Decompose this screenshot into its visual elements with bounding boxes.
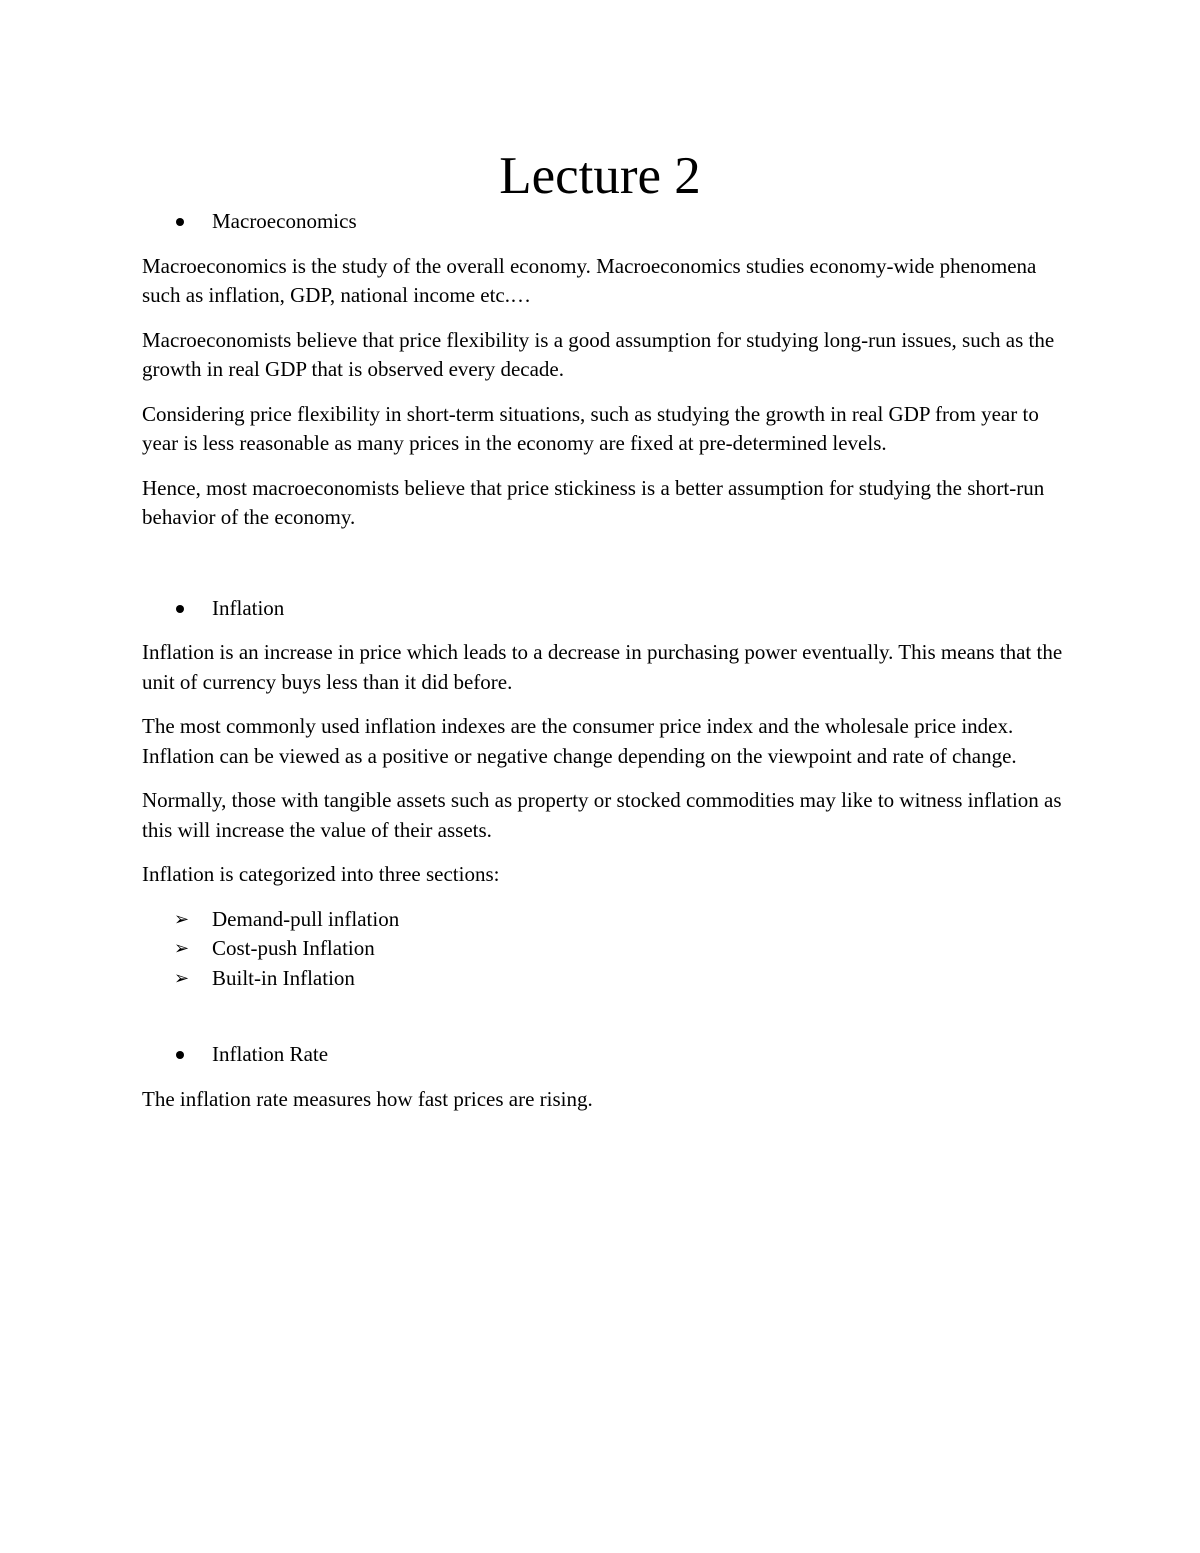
paragraph: Macroeconomists believe that price flexibility is a good assumption for studying long-run issues, such as the growth in real GDP that is observed every decade.: [142, 327, 1055, 381]
section-heading-inflation-rate: [142, 1040, 1072, 1070]
list-item-label: Built-in Inflation: [212, 965, 355, 990]
section-heading-inflation: [142, 594, 1072, 624]
document-body: [142, 207, 1072, 1129]
section-heading-label: Inflation: [212, 595, 285, 620]
inflation-types-list: [142, 905, 1072, 994]
list-item-label: Demand-pull inflation: [212, 906, 400, 931]
bullet-icon: [176, 218, 184, 226]
paragraph: Inflation is an increase in price which leads to a decrease in purchasing power eventually. This means that the unit of currency buys less than it did before.: [142, 640, 1063, 694]
bullet-icon: [176, 605, 184, 613]
bullet-icon: [176, 1051, 184, 1059]
list-item: [142, 964, 1072, 994]
paragraph: Inflation is categorized into three sections:: [142, 862, 500, 886]
section-heading-macroeconomics: [142, 207, 1072, 237]
section-heading-label: Macroeconomics: [212, 209, 357, 233]
arrowhead-bullet-icon: ➢: [174, 967, 190, 989]
paragraph: Normally, those with tangible assets such as property or stocked commodities may like to witness inflation as this will increase the value of their assets.: [142, 788, 1062, 842]
paragraph: Macroeconomics is the study of the overall economy. Macroeconomics studies economy-wide phenomena such as inflation, GDP, national income etc.…: [142, 253, 1037, 307]
arrowhead-bullet-icon: ➢: [174, 908, 190, 930]
paragraph: The most commonly used inflation indexes are the consumer price index and the wholesale price index. Inflation can be viewed as a positive or negative change depending on the viewpoint and rate of change.: [142, 714, 1017, 768]
section-heading-label: Inflation Rate: [212, 1042, 329, 1066]
paragraph: The inflation rate measures how fast prices are rising.: [142, 1086, 593, 1111]
paragraph: Considering price flexibility in short-term situations, such as studying the growth in real GDP from year to year is less reasonable as many prices in the economy are fixed at pre-determined levels.: [142, 401, 1039, 455]
list-item-label: Cost-push Inflation: [212, 936, 375, 960]
paragraph: Hence, most macroeconomists believe that price stickiness is a better assumption for studying the short-run behavior of the economy.: [142, 475, 1045, 529]
list-item: [142, 934, 1072, 964]
list-item: [142, 905, 1072, 935]
page-title: Lecture 2: [499, 147, 701, 205]
arrowhead-bullet-icon: ➢: [174, 938, 190, 959]
